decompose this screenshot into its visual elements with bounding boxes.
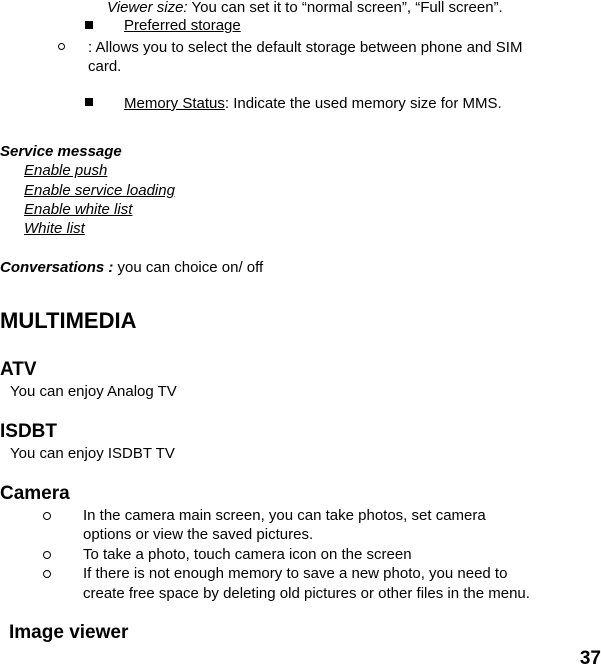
memory-status-desc: : Indicate the used memory size for MMS. bbox=[224, 95, 502, 112]
preferred-storage-desc-line2: card. bbox=[88, 58, 122, 75]
service-item-enable-service-loading: Enable service loading bbox=[24, 182, 175, 199]
isdbt-text: You can enjoy ISDBT TV bbox=[10, 445, 175, 462]
viewer-size-text: You can set it to “normal screen”, “Full screen”. bbox=[187, 0, 503, 16]
memory-status-line bbox=[124, 94, 502, 113]
atv-text: You can enjoy Analog TV bbox=[10, 383, 177, 400]
preferred-storage-desc-line1: : Allows you to select the default storage between phone and SIM bbox=[88, 39, 523, 56]
service-item-enable-push: Enable push bbox=[24, 162, 108, 179]
viewer-size-label: Viewer size: bbox=[107, 0, 188, 16]
multimedia-heading: MULTIMEDIA bbox=[0, 308, 137, 333]
service-item-white-list: White list bbox=[24, 220, 85, 237]
circle-bullet-icon bbox=[43, 570, 51, 578]
camera-bullet-3-line2: create free space by deleting old pictures or other files in the menu. bbox=[83, 585, 530, 602]
camera-bullet-3-line1: If there is not enough memory to save a new photo, you need to bbox=[83, 565, 508, 582]
atv-heading: ATV bbox=[0, 359, 37, 380]
camera-bullet-2-line1: To take a photo, touch camera icon on the screen bbox=[83, 546, 412, 563]
conversations-label: Conversations : bbox=[0, 259, 114, 276]
image-viewer-heading: Image viewer bbox=[9, 622, 129, 643]
square-bullet-icon bbox=[85, 21, 93, 29]
service-message-heading: Service message bbox=[0, 143, 122, 160]
camera-bullet-1-line1: In the camera main screen, you can take photos, set camera bbox=[83, 507, 486, 524]
circle-bullet-icon bbox=[43, 512, 51, 520]
square-bullet-icon bbox=[85, 98, 93, 106]
service-item-enable-white-list: Enable white list bbox=[24, 201, 133, 218]
page-number: 37 bbox=[579, 648, 601, 669]
isdbt-heading: ISDBT bbox=[0, 421, 57, 442]
circle-bullet-icon bbox=[43, 551, 51, 559]
memory-status-label: Memory Status bbox=[124, 95, 225, 112]
ring-bullet-icon bbox=[58, 43, 65, 50]
conversations-line bbox=[0, 258, 263, 277]
viewer-size-line bbox=[107, 0, 503, 17]
preferred-storage-label: Preferred storage bbox=[124, 17, 241, 34]
conversations-text: you can choice on/ off bbox=[113, 259, 264, 276]
camera-heading: Camera bbox=[0, 483, 70, 504]
camera-bullet-1-line2: options or view the saved pictures. bbox=[83, 526, 314, 543]
